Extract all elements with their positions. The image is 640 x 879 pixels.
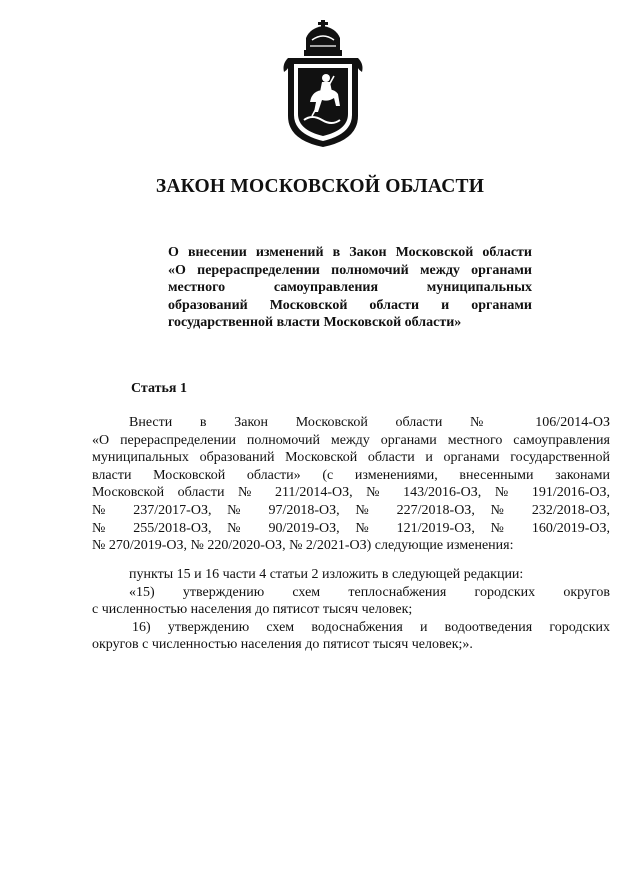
subject-line: государственной власти Московской области»: [168, 315, 462, 330]
article-text: [92, 414, 610, 555]
item-16-line: округов с численностью населения до пятисот тысяч человек;».: [92, 637, 473, 653]
subject-line: «О перераспределении полномочий между органами: [168, 262, 532, 278]
document-title: ЗАКОН МОСКОВСКОЙ ОБЛАСТИ: [155, 176, 485, 197]
article-line: № 255/2018-ОЗ, № 90/2019-ОЗ, № 121/2019-ОЗ, № 160/2019-ОЗ,: [92, 520, 610, 536]
article-line: № 270/2019-ОЗ, № 220/2020-ОЗ, № 2/2021-ОЗ) следующие изменения:: [92, 538, 514, 554]
subject-line: образований Московской области и органами: [168, 297, 532, 313]
article-heading: Статья 1: [131, 381, 187, 396]
article-line: Московской области № 211/2014-ОЗ, № 143/2016-ОЗ, № 191/2016-ОЗ,: [92, 485, 610, 501]
article-line: № 237/2017-ОЗ, № 97/2018-ОЗ, № 227/2018-ОЗ, № 232/2018-ОЗ,: [92, 502, 610, 518]
change-intro: пункты 15 и 16 части 4 статьи 2 изложить в следующей редакции:: [129, 567, 524, 582]
moscow-oblast-coat-of-arms-icon: [282, 20, 364, 148]
article-line: Внести в Закон Московской области № 106/2014-ОЗ: [129, 415, 610, 430]
law-subject: [168, 244, 532, 332]
subject-line: местного самоуправления муниципальных: [168, 280, 532, 295]
item-16-line: 16) утверждению схем водоснабжения и водоотведения городских: [132, 619, 610, 635]
article-line: муниципальных образований Московской области и органами государственной: [92, 450, 610, 466]
article-line: власти Московской области» (с изменениями, внесенными законами: [92, 467, 610, 483]
item-15-line: «15) утверждению схем теплоснабжения городских округов: [129, 584, 610, 600]
item-15-line: с численностью населения до пятисот тысяч человек;: [92, 602, 413, 618]
subject-line: О внесении изменений в Закон Московской области: [168, 245, 532, 260]
amendment-text: [92, 566, 610, 654]
article-line: «О перераспределении полномочий между органами местного самоуправления: [92, 432, 610, 448]
